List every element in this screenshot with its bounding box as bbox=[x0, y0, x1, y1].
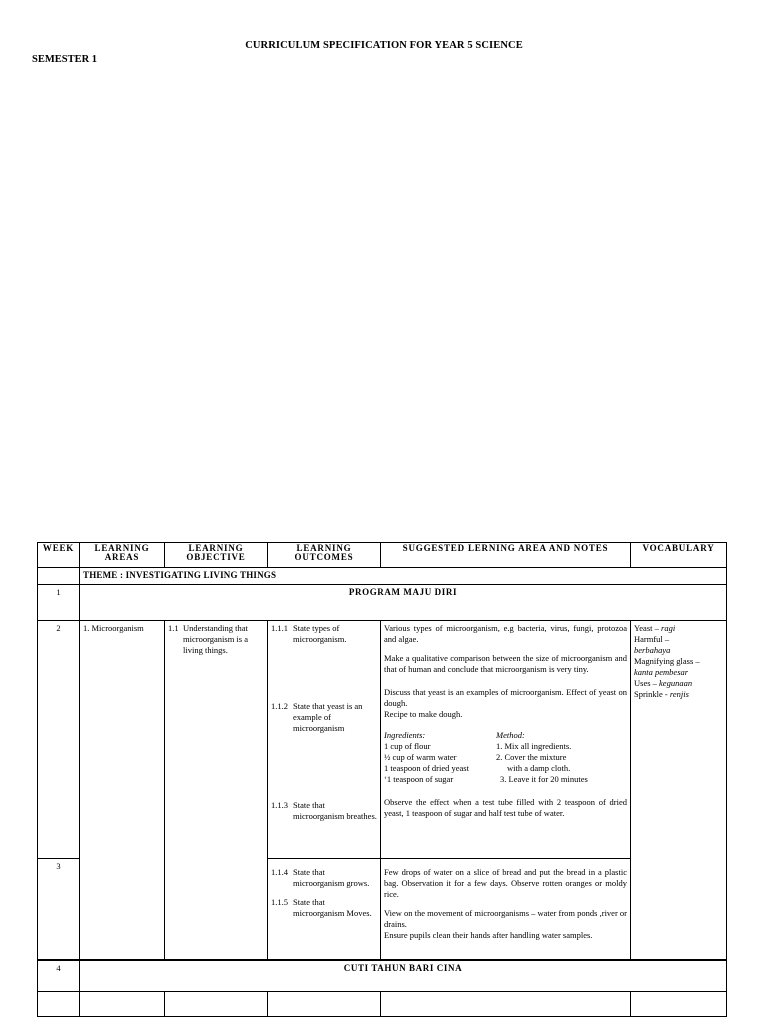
week-1-number: 1 bbox=[38, 584, 80, 620]
vocab-item: Uses – kegunaan bbox=[634, 677, 693, 688]
notes-paragraph: Recipe to make dough. bbox=[384, 708, 463, 719]
outcome-number: 1.1.3 bbox=[271, 799, 288, 810]
outcome-number: 1.1.1 bbox=[271, 622, 288, 633]
ingredients-label: Ingredients: bbox=[384, 730, 426, 741]
week-4-number: 4 bbox=[38, 960, 80, 992]
notes-paragraph: Ensure pupils clean their hands after handling water samples. bbox=[384, 929, 593, 940]
vocab-item: Yeast – ragi bbox=[634, 622, 676, 633]
recipe-ingredient: 1 cup of flour bbox=[384, 741, 431, 752]
outcome-1-1-5 bbox=[271, 897, 377, 919]
header-suggested-notes: SUGGESTED LERNING AREA AND NOTES bbox=[381, 543, 631, 568]
objective-number: 1.1 bbox=[168, 622, 179, 633]
empty-cell bbox=[268, 992, 381, 1017]
empty-cell bbox=[381, 992, 631, 1017]
week-2-number: 2 bbox=[38, 620, 80, 858]
objective-text: Understanding that microorganism is a living things. bbox=[183, 622, 248, 655]
week-1-banner: PROGRAM MAJU DIRI bbox=[80, 584, 727, 620]
notes-paragraph: View on the movement of microorganisms – water from ponds ,river or drains. bbox=[384, 907, 627, 929]
theme-row bbox=[38, 568, 727, 585]
outcome-text: State types of microorganism. bbox=[293, 622, 347, 644]
week-3-outcomes-cell bbox=[268, 858, 381, 960]
header-week: WEEK bbox=[38, 543, 80, 568]
notes-paragraph: Various types of microorganism, e.g bacteria, virus, fungi, protozoa and algae. bbox=[384, 622, 627, 644]
learning-area-cell bbox=[80, 620, 165, 960]
vocab-item: Magnifying glass – kanta pembesar bbox=[634, 655, 700, 677]
week-4-row bbox=[38, 960, 727, 992]
notes-paragraph: Observe the effect when a test tube filled with 2 teaspoon of dried yeast, 1 teaspoon of sugar and half test tube of water. bbox=[384, 797, 627, 819]
header-row bbox=[38, 543, 727, 568]
week-2-row bbox=[38, 620, 727, 858]
header-learning-objective: LEARNING OBJECTIVE bbox=[165, 543, 268, 568]
learning-objective-cell bbox=[165, 620, 268, 960]
notes-paragraph: Make a qualitative comparison between the size of microorganism and that of human and conclude that microorganism is very tiny. bbox=[384, 652, 627, 674]
notes-paragraph: Few drops of water on a slice of bread and put the bread in a plastic bag. Observation it for a few days. Observe rotten oranges or moldy rice. bbox=[384, 866, 627, 899]
next-row-partial bbox=[38, 992, 727, 1017]
header-learning-areas: LEARNING AREAS bbox=[80, 543, 165, 568]
week-3-number: 3 bbox=[38, 858, 80, 960]
outcome-number: 1.1.4 bbox=[271, 866, 288, 877]
recipe-method: with a damp cloth. bbox=[507, 763, 571, 774]
week-2-outcomes-cell bbox=[268, 620, 381, 858]
recipe-ingredient: ½ cup of warm water bbox=[384, 752, 457, 763]
recipe-table bbox=[384, 730, 627, 785]
week-1-row bbox=[38, 584, 727, 620]
empty-cell bbox=[165, 992, 268, 1017]
empty-cell bbox=[38, 992, 80, 1017]
semester-label: SEMESTER 1 bbox=[32, 54, 98, 65]
header-vocabulary: VOCABULARY bbox=[631, 543, 727, 568]
curriculum-table bbox=[37, 542, 727, 1017]
week-2-notes-cell bbox=[381, 620, 631, 858]
outcome-text: State that microorganism grows. bbox=[293, 866, 370, 888]
vocab-item: Harmful – berbahaya bbox=[634, 633, 671, 655]
outcome-text: State that microorganism Moves. bbox=[293, 896, 372, 918]
vocabulary-cell bbox=[631, 620, 727, 960]
notes-paragraph: Discuss that yeast is an examples of microorganism. Effect of yeast on dough. bbox=[384, 686, 627, 708]
empty-cell bbox=[631, 992, 727, 1017]
document-title: CURRICULUM SPECIFICATION FOR YEAR 5 SCIENCE bbox=[245, 40, 523, 51]
outcome-number: 1.1.5 bbox=[271, 896, 288, 907]
recipe-ingredient: ‘1 teaspoon of sugar bbox=[384, 774, 454, 785]
week-3-notes-cell bbox=[381, 858, 631, 960]
outcome-1-1-4 bbox=[271, 867, 377, 889]
outcome-1-1-2 bbox=[271, 701, 377, 734]
method-label: Method: bbox=[496, 730, 525, 741]
recipe-ingredient: 1 teaspoon of dried yeast bbox=[384, 763, 469, 774]
header-learning-outcomes: LEARNING OUTCOMES bbox=[268, 543, 381, 568]
theme-title: THEME : INVESTIGATING LIVING THINGS bbox=[80, 568, 727, 585]
vocab-item: Sprinkle - renjis bbox=[634, 688, 689, 699]
empty-cell bbox=[80, 992, 165, 1017]
outcome-1-1-3 bbox=[271, 800, 377, 822]
outcome-text: State that yeast is an example of microorganism bbox=[293, 700, 363, 733]
week-4-banner: CUTI TAHUN BARI CINA bbox=[80, 960, 727, 992]
outcome-text: State that microorganism breathes. bbox=[293, 799, 377, 821]
theme-week-cell bbox=[38, 568, 80, 585]
recipe-method: 1. Mix all ingredients. bbox=[496, 741, 572, 752]
recipe-method: 2. Cover the mixture bbox=[496, 752, 567, 763]
outcome-number: 1.1.2 bbox=[271, 700, 288, 711]
outcome-1-1-1 bbox=[271, 623, 377, 645]
learning-area-text: 1. Microorganism bbox=[83, 622, 144, 633]
recipe-method: 3. Leave it for 20 minutes bbox=[500, 774, 588, 785]
